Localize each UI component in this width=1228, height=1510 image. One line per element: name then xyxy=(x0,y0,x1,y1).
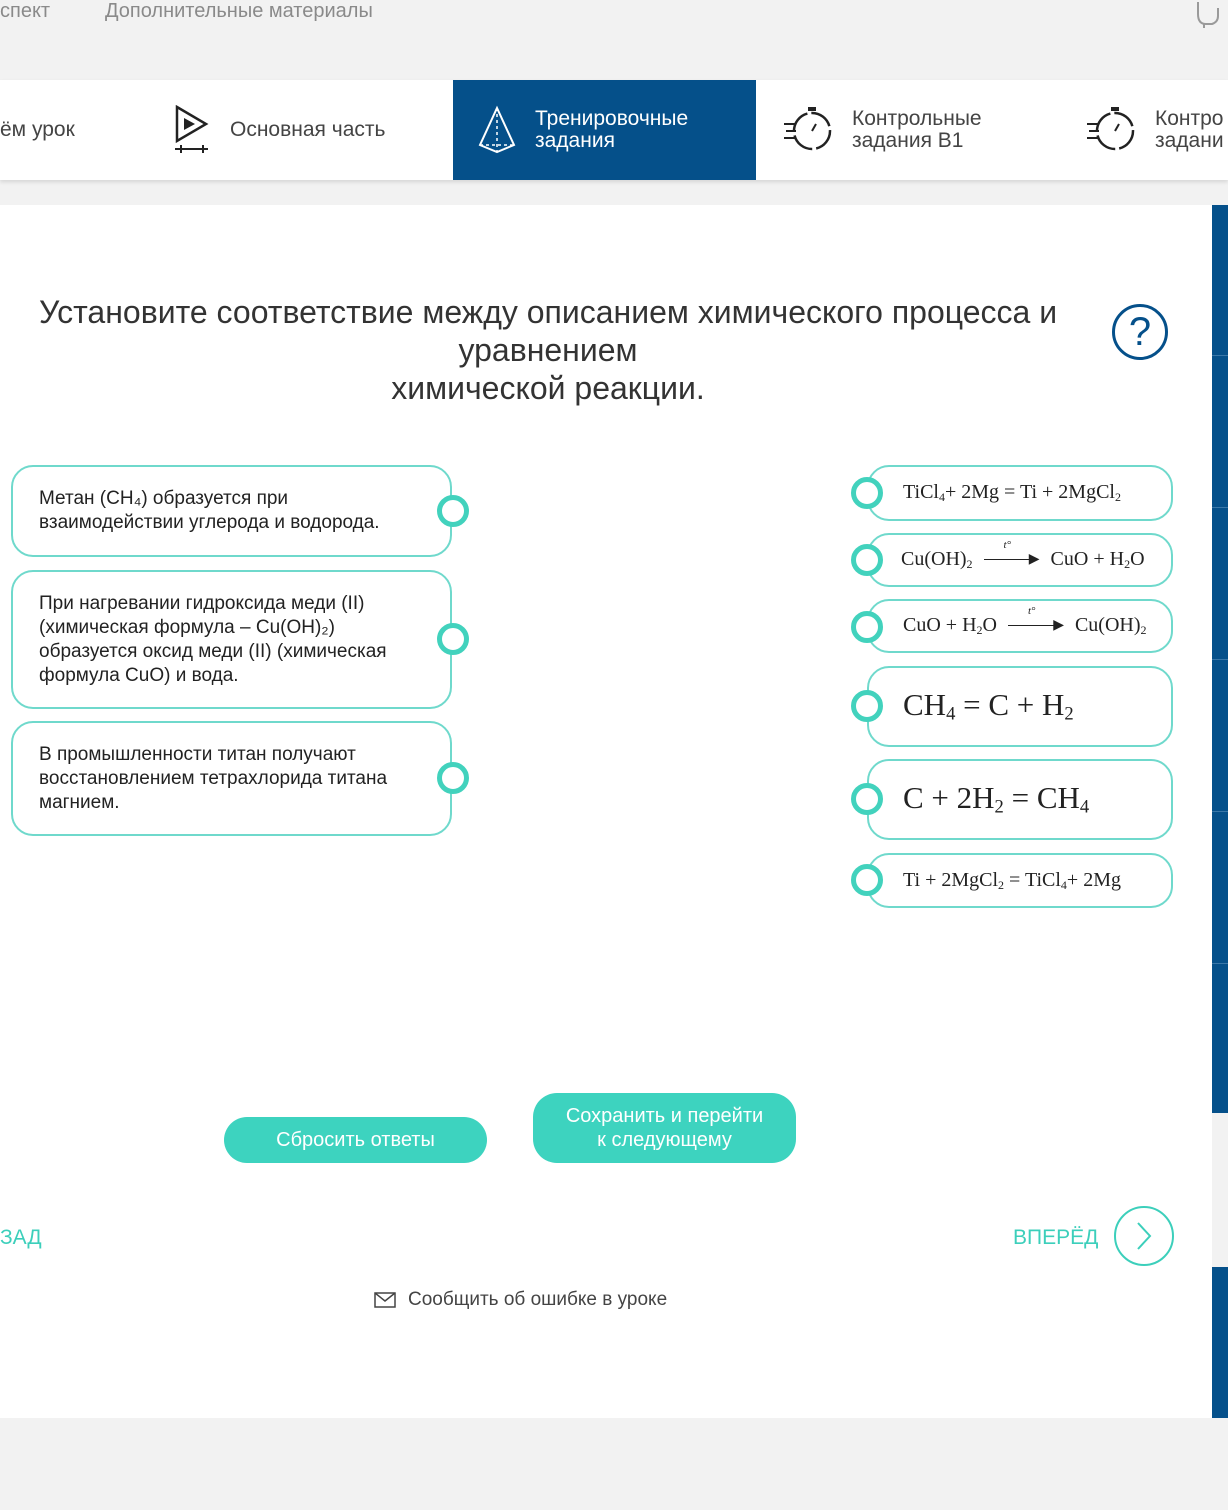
right-connector-3[interactable] xyxy=(851,611,883,643)
tab-control-tasks-b1[interactable] xyxy=(756,80,1059,180)
right-connector-1[interactable] xyxy=(851,477,883,509)
tab-label: ём урок xyxy=(0,118,75,141)
right-connector-5[interactable] xyxy=(851,783,883,815)
save-and-next-button[interactable]: Сохранить и перейти к следующему xyxy=(533,1093,796,1163)
tab-label: Контрольные задания В1 xyxy=(852,107,982,152)
right-item-3[interactable] xyxy=(867,599,1173,653)
help-icon: ? xyxy=(1128,309,1152,354)
left-item-text: Метан (CH₄) образуется при взаимодействии углерода и водорода. xyxy=(39,488,380,533)
equation: $Cu(OH)_2$ t° ▶ CuO + $H_2O$ xyxy=(901,539,1145,571)
tab-label: Тренировочные задания xyxy=(535,107,689,152)
equation: CuO + $H_2O$ t° ▶ $Cu(OH)_2$ xyxy=(903,605,1147,637)
side-progress-bar[interactable] xyxy=(1212,205,1228,1113)
right-item-4[interactable] xyxy=(867,666,1173,747)
equation: $C + 2H_2 = CH_4$ xyxy=(903,780,1090,818)
top-link-summary[interactable]: спект xyxy=(0,0,51,22)
report-error-label: Сообщить об ошибке в уроке xyxy=(408,1289,668,1310)
tab-control-tasks-b2[interactable] xyxy=(1059,80,1228,180)
pyramid-icon xyxy=(477,105,517,155)
tab-lesson-start[interactable] xyxy=(0,80,150,180)
right-connector-6[interactable] xyxy=(851,864,883,896)
left-connector-2[interactable] xyxy=(437,623,469,655)
tab-label: Контро задани xyxy=(1155,107,1224,152)
question-title: Установите соответствие между описанием химического процесса и уравнением химической реакции. xyxy=(38,294,1058,406)
tab-main-part[interactable] xyxy=(150,80,453,180)
equation: Ti + 2MgCl$_2$ = TiCl$_4$+ 2Mg xyxy=(903,868,1121,892)
equation: TiCl$_4$+ 2Mg = Ti + 2MgCl$_2$ xyxy=(903,481,1121,504)
tab-training-tasks[interactable] xyxy=(453,80,756,180)
right-item-6[interactable] xyxy=(867,853,1173,908)
arrow-icon: t° ▶ xyxy=(1008,621,1064,631)
stopwatch-icon xyxy=(782,104,834,156)
next-button[interactable] xyxy=(1114,1206,1174,1266)
chevron-right-icon xyxy=(1134,1221,1154,1251)
help-button[interactable] xyxy=(1112,304,1168,360)
report-error-link[interactable] xyxy=(374,1289,667,1311)
left-item-text: В промышленности титан получают восстановлением тетрахлорида титана магнием. xyxy=(39,743,388,813)
right-item-1[interactable] xyxy=(867,465,1173,521)
envelope-icon xyxy=(374,1292,396,1308)
next-link[interactable]: ВПЕРЁД xyxy=(1013,1226,1099,1249)
right-item-2[interactable] xyxy=(867,533,1173,587)
reset-answers-button[interactable]: Сбросить ответы xyxy=(224,1117,487,1163)
stopwatch-icon xyxy=(1085,104,1137,156)
right-item-5[interactable] xyxy=(867,759,1173,840)
top-link-materials[interactable]: Дополнительные материалы xyxy=(105,0,373,22)
arrow-icon: t° ▶ xyxy=(984,555,1040,565)
hand-pointer-icon[interactable] xyxy=(1192,0,1222,28)
back-link[interactable]: ЗАД xyxy=(0,1226,42,1249)
top-bar xyxy=(0,0,1228,80)
left-connector-1[interactable] xyxy=(437,495,469,527)
play-icon xyxy=(172,105,212,155)
equation: $CH_4 = C + H_2$ xyxy=(903,687,1074,725)
right-connector-4[interactable] xyxy=(851,690,883,722)
left-item-text: При нагревании гидроксида меди (II) (химическая формула – Cu(OH)₂) образуется оксид меди (II) (химическая формула CuO) и вода. xyxy=(39,592,387,686)
left-item-1[interactable] xyxy=(11,465,452,557)
side-progress-bar-lower[interactable] xyxy=(1212,1267,1228,1418)
left-connector-3[interactable] xyxy=(437,762,469,794)
right-connector-2[interactable] xyxy=(851,544,883,576)
left-item-3[interactable] xyxy=(11,721,452,836)
lesson-tabs xyxy=(0,80,1228,180)
left-item-2[interactable] xyxy=(11,570,452,709)
tab-label: Основная часть xyxy=(230,118,386,141)
